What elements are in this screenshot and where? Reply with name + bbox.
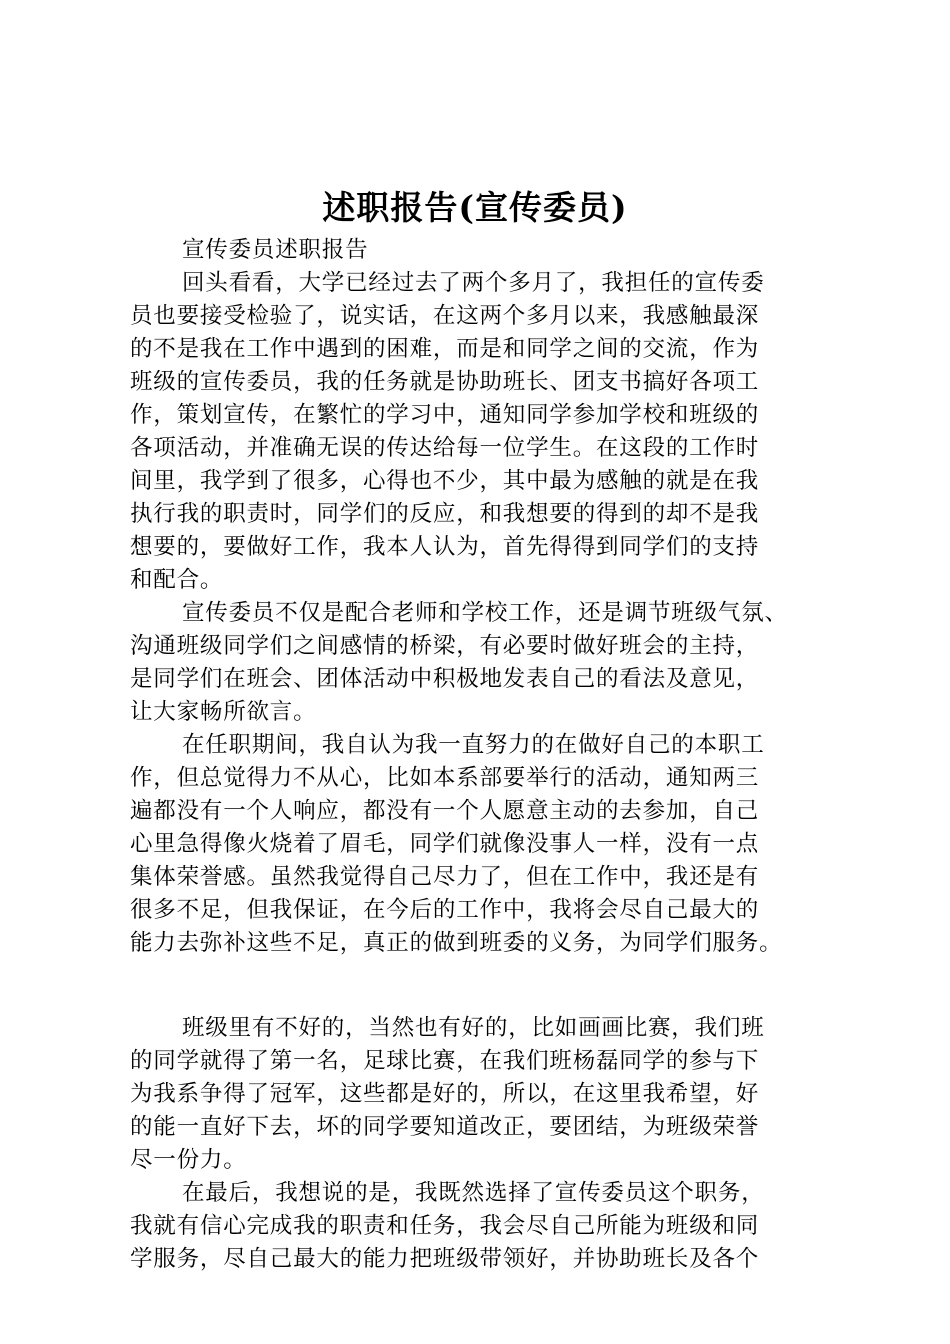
text-line: 回头看看，大学已经过去了两个多月了，我担任的宣传委	[182, 270, 765, 296]
text-line: 和配合。	[130, 567, 224, 593]
text-line: 想要的，要做好工作，我本人认为，首先得得到同学们的支持	[130, 534, 760, 560]
text-line: 学服务，尽自己最大的能力把班级带领好，并协助班长及各个	[130, 1246, 760, 1272]
text-line: 间里，我学到了很多，心得也不少，其中最为感触的就是在我	[130, 468, 760, 494]
document-body	[130, 234, 850, 1276]
paragraph	[130, 729, 850, 960]
text-line: 让大家畅所欲言。	[130, 699, 317, 725]
paragraph-subtitle	[130, 234, 850, 267]
text-line: 我就有信心完成我的职责和任务，我会尽自己所能为班级和同	[130, 1213, 760, 1239]
text-line: 班级的宣传委员，我的任务就是协助班长、团支书搞好各项工	[130, 369, 760, 395]
text-line: 在最后，我想说的是，我既然选择了宣传委员这个职务，	[182, 1180, 765, 1206]
text-line: 心里急得像火烧着了眉毛，同学们就像没事人一样，没有一点	[130, 831, 760, 857]
text-line: 作，但总觉得力不从心，比如本系部要举行的活动，通知两三	[130, 765, 760, 791]
text-line: 尽一份力。	[130, 1147, 247, 1173]
text-line: 员也要接受检验了，说实话，在这两个多月以来，我感触最深	[130, 303, 760, 329]
text-line: 很多不足，但我保证，在今后的工作中，我将会尽自己最大的	[130, 897, 760, 923]
paragraph	[130, 1177, 850, 1276]
text-line: 执行我的职责时，同学们的反应，和我想要的得到的却不是我	[130, 501, 760, 527]
text-line: 是同学们在班会、团体活动中积极地发表自己的看法及意见，	[130, 666, 760, 692]
text-line: 沟通班级同学们之间感情的桥梁，有必要时做好班会的主持，	[130, 633, 760, 659]
text-line: 为我系争得了冠军，这些都是好的，所以，在这里我希望，好	[130, 1081, 760, 1107]
text-line: 在任职期间，我自认为我一直努力的在做好自己的本职工	[182, 732, 765, 758]
paragraph	[130, 597, 850, 729]
paragraph	[130, 267, 850, 597]
paragraph-gap	[130, 960, 850, 1012]
text-line: 宣传委员不仅是配合老师和学校工作，还是调节班级气氛、	[182, 600, 788, 626]
text-line: 遍都没有一个人响应，都没有一个人愿意主动的去参加，自己	[130, 798, 760, 824]
text-line: 的不是我在工作中遇到的困难，而是和同学之间的交流，作为	[130, 336, 760, 362]
text-line: 能力去弥补这些不足，真正的做到班委的义务，为同学们服务。	[130, 930, 783, 956]
text-line: 宣传委员述职报告	[182, 237, 369, 263]
text-line: 集体荣誉感。虽然我觉得自己尽力了，但在工作中，我还是有	[130, 864, 760, 890]
text-line: 班级里有不好的，当然也有好的，比如画画比赛，我们班	[182, 1015, 765, 1041]
text-line: 的同学就得了第一名，足球比赛，在我们班杨磊同学的参与下	[130, 1048, 760, 1074]
text-line: 作，策划宣传，在繁忙的学习中，通知同学参加学校和班级的	[130, 402, 760, 428]
text-line: 各项活动，并准确无误的传达给每一位学生。在这段的工作时	[130, 435, 760, 461]
paragraph	[130, 1012, 850, 1177]
text-line: 的能一直好下去，坏的同学要知道改正，要团结，为班级荣誉	[130, 1114, 760, 1140]
document-title: 述职报告(宣传委员)	[322, 188, 628, 227]
